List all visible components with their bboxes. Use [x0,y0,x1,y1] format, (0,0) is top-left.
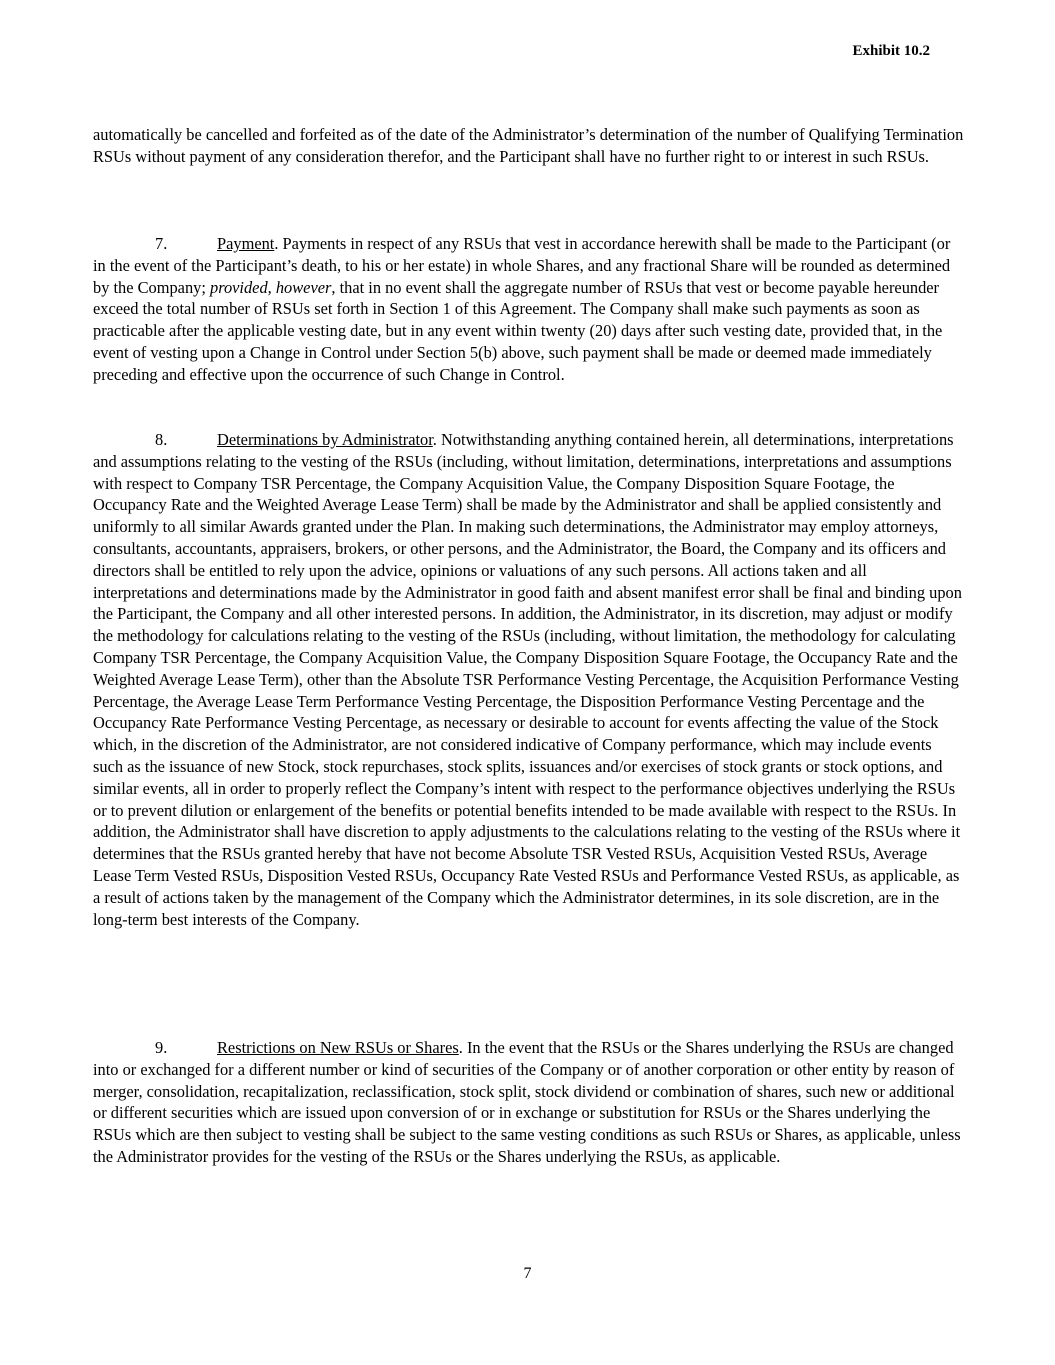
section-7-text-part2: , that in no event shall the aggregate number of RSUs that vest or become payable hereunder exceed the total number of RSUs set forth in Section 1 of this Agreement. The Company shall make such payments as soon as practicable after the applicable vesting date, but in any event within twenty (20) days after such vesting date, provided that, in the event of vesting upon a Change in Control under Section 5(b) above, such payment shall be made or deemed made immediately preceding and effective upon the occurrence of such Change in Control. [93,277,943,384]
section-7-paragraph [93,233,965,386]
section-8-number: 8. [155,430,168,449]
section-8-paragraph [93,429,965,930]
section-7-heading: Payment [217,234,275,253]
exhibit-label: Exhibit 10.2 [852,43,930,59]
section-7-italic-proviso: provided, however [210,277,332,297]
section-8-text: . Notwithstanding anything contained herein, all determinations, interpretations and assumptions relating to the vesting of the RSUs (including, without limitation, determinations, interpretations and assumptions with respect to Company TSR Percentage, the Company Acquisition Value, the Company Disposition Square Footage, the Occupancy Rate and the Weighted Average Lease Term) shall be made by the Administrator and shall be applied consistently and uniformly to all similar Awards granted under the Plan. In making such determinations, the Administrator may employ attorneys, consultants, accountants, appraisers, brokers, or other persons, and the Administrator, the Board, the Company and its officers and directors shall be entitled to rely upon the advice, opinions or valuations of any such persons. All actions taken and all interpretations and determinations made by the Administrator in good faith and absent manifest error shall be final and binding upon the Participant, the Company and all other interested persons. In addition, the Administrator, in its discretion, may adjust or modify the methodology for calculations relating to the vesting of the RSUs (including, without limitation, the methodology for calculating Company TSR Percentage, the Company Acquisition Value, the Company Disposition Square Footage, the Occupancy Rate and the Weighted Average Lease Term), other than the Absolute TSR Performance Vesting Percentage, the Acquisition Performance Vesting Percentage, the Average Lease Term Performance Vesting Percentage, the Disposition Performance Vesting Percentage and the Occupancy Rate Performance Vesting Percentage, as necessary or desirable to account for events affecting the value of the Stock which, in the discretion of the Administrator, are not considered indicative of Company performance, which may include events such as the issuance of new Stock, stock repurchases, stock splits, issuances and/or exercises of stock grants or stock options, and similar events, all in order to properly reflect the Company’s intent with respect to the performance objectives underlying the RSUs or to prevent dilution or enlargement of the benefits or potential benefits intended to be made available with respect to the RSUs. In addition, the Administrator shall have discretion to apply adjustments to the calculations relating to the vesting of the RSUs where it determines that the RSUs granted hereby that have not become Absolute TSR Vested RSUs, Acquisition Vested RSUs, Average Lease Term Vested RSUs, Disposition Vested RSUs, Occupancy Rate Vested RSUs and Performance Vested RSUs, as applicable, as a result of actions taken by the management of the Company which the Administrator determines, in its sole discretion, are in the long-term best interests of the Company. [93,430,962,929]
section-9-heading: Restrictions on New RSUs or Shares [217,1038,459,1057]
section-9-number: 9. [155,1038,168,1057]
section-9-paragraph [93,1037,965,1168]
section-9-text: . In the event that the RSUs or the Shares underlying the RSUs are changed into or exchanged for a different number or kind of securities of the Company or of another corporation or other entity by reason of merger, consolidation, recapitalization, reclassification, stock split, stock dividend or combination of shares, such new or additional or different securities which are issued upon conversion of or in exchange or substitution for RSUs or the Shares underlying the RSUs which are then subject to vesting shall be subject to the same vesting conditions as such RSUs or Shares, as applicable, unless the Administrator provides for the vesting of the RSUs or the Shares underlying the RSUs, as applicable. [93,1038,961,1166]
section-8-heading: Determinations by Administrator [217,430,433,449]
section-7-text-part1: . Payments in respect of any RSUs that vest in accordance herewith shall be made to the Participant (or in the event of the Participant’s death, to his or her estate) in whole Shares, and any fractional Share will be rounded as determined by the Company; [93,234,951,297]
carry-over-paragraph: automatically be cancelled and forfeited as of the date of the Administrator’s determination of the number of Qualifying Termination RSUs without payment of any consideration therefor, and the Participant shall have no further right to or interest in such RSUs. [93,125,964,166]
section-7-number: 7. [155,234,168,253]
page-number: 7 [523,1265,532,1282]
